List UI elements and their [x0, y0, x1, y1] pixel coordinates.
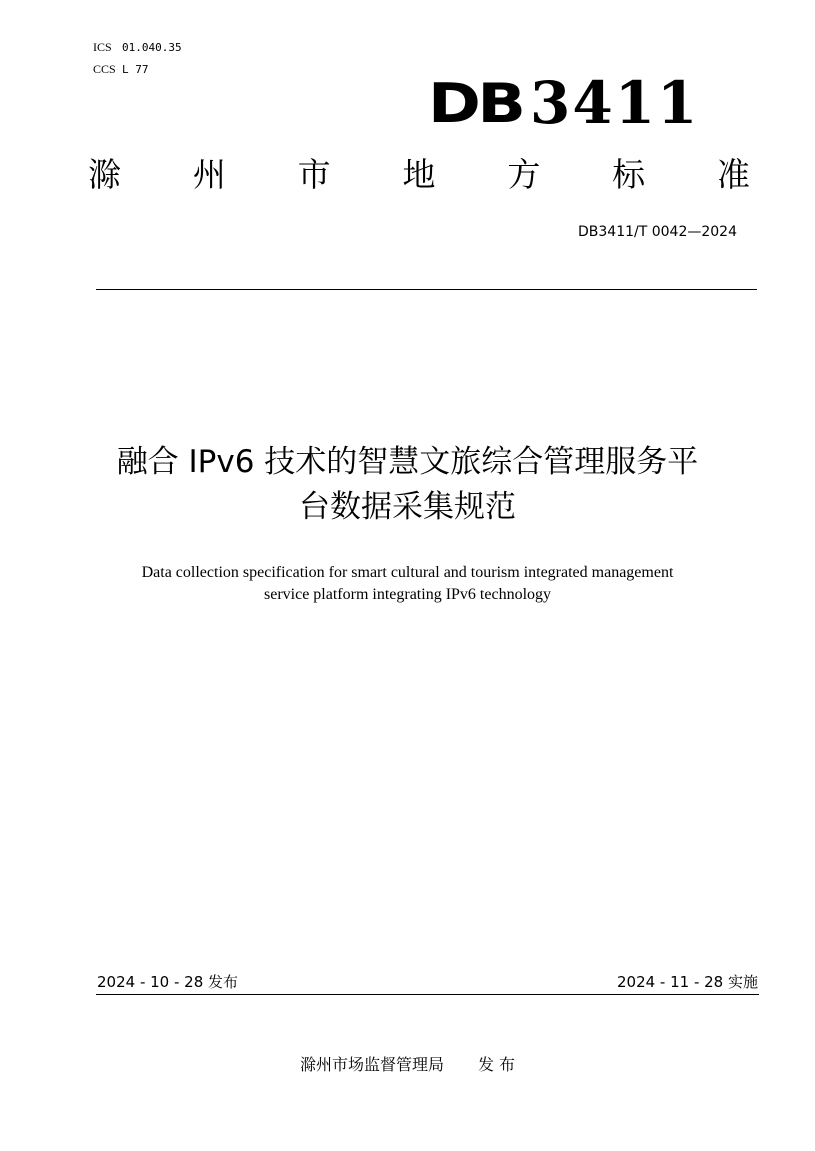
standard-type-char: 州	[192, 155, 226, 194]
chinese-title-line-1: 融合 IPv6 技术的智慧文旅综合管理服务平	[116, 444, 699, 480]
english-title	[60, 562, 755, 606]
ics-label: ICS	[93, 40, 112, 54]
standard-code-number: 3411	[529, 69, 700, 137]
standard-type-char: 滁	[88, 155, 121, 194]
ccs-label: CCS	[93, 62, 116, 76]
english-title-line-1: Data collection specification for smart cultural and tourism integrated management	[141, 564, 674, 581]
issuer-name: 滁州市场监督管理局	[299, 1055, 444, 1074]
chinese-title-line-2: 台数据采集规范	[299, 489, 516, 525]
standard-type-char: 地	[402, 155, 436, 194]
standard-code-logo	[428, 70, 698, 136]
ics-value: 01.040.35	[122, 41, 182, 54]
ccs-code	[93, 62, 149, 77]
issue-date: 2024 - 10 - 28 发布	[97, 973, 239, 991]
document-number: DB3411/T 0042—2024	[578, 224, 737, 240]
issuing-authority	[0, 1052, 815, 1075]
standard-type-char: 准	[716, 155, 750, 194]
standard-type-char: 标	[612, 155, 646, 194]
issuer-action: 发 布	[477, 1055, 516, 1074]
standard-type-char: 市	[297, 155, 331, 194]
implementation-date: 2024 - 11 - 28 实施	[616, 973, 758, 991]
standard-type-title	[88, 153, 750, 197]
english-title-line-2: service platform integrating IPv6 technology	[263, 586, 552, 603]
footer-divider	[96, 994, 759, 995]
ccs-value: L 77	[122, 63, 149, 76]
standard-code-prefix: DB	[428, 71, 523, 135]
standard-type-char: 方	[507, 155, 541, 194]
ics-code	[93, 40, 182, 55]
chinese-title	[40, 440, 775, 530]
header-divider	[96, 289, 757, 290]
